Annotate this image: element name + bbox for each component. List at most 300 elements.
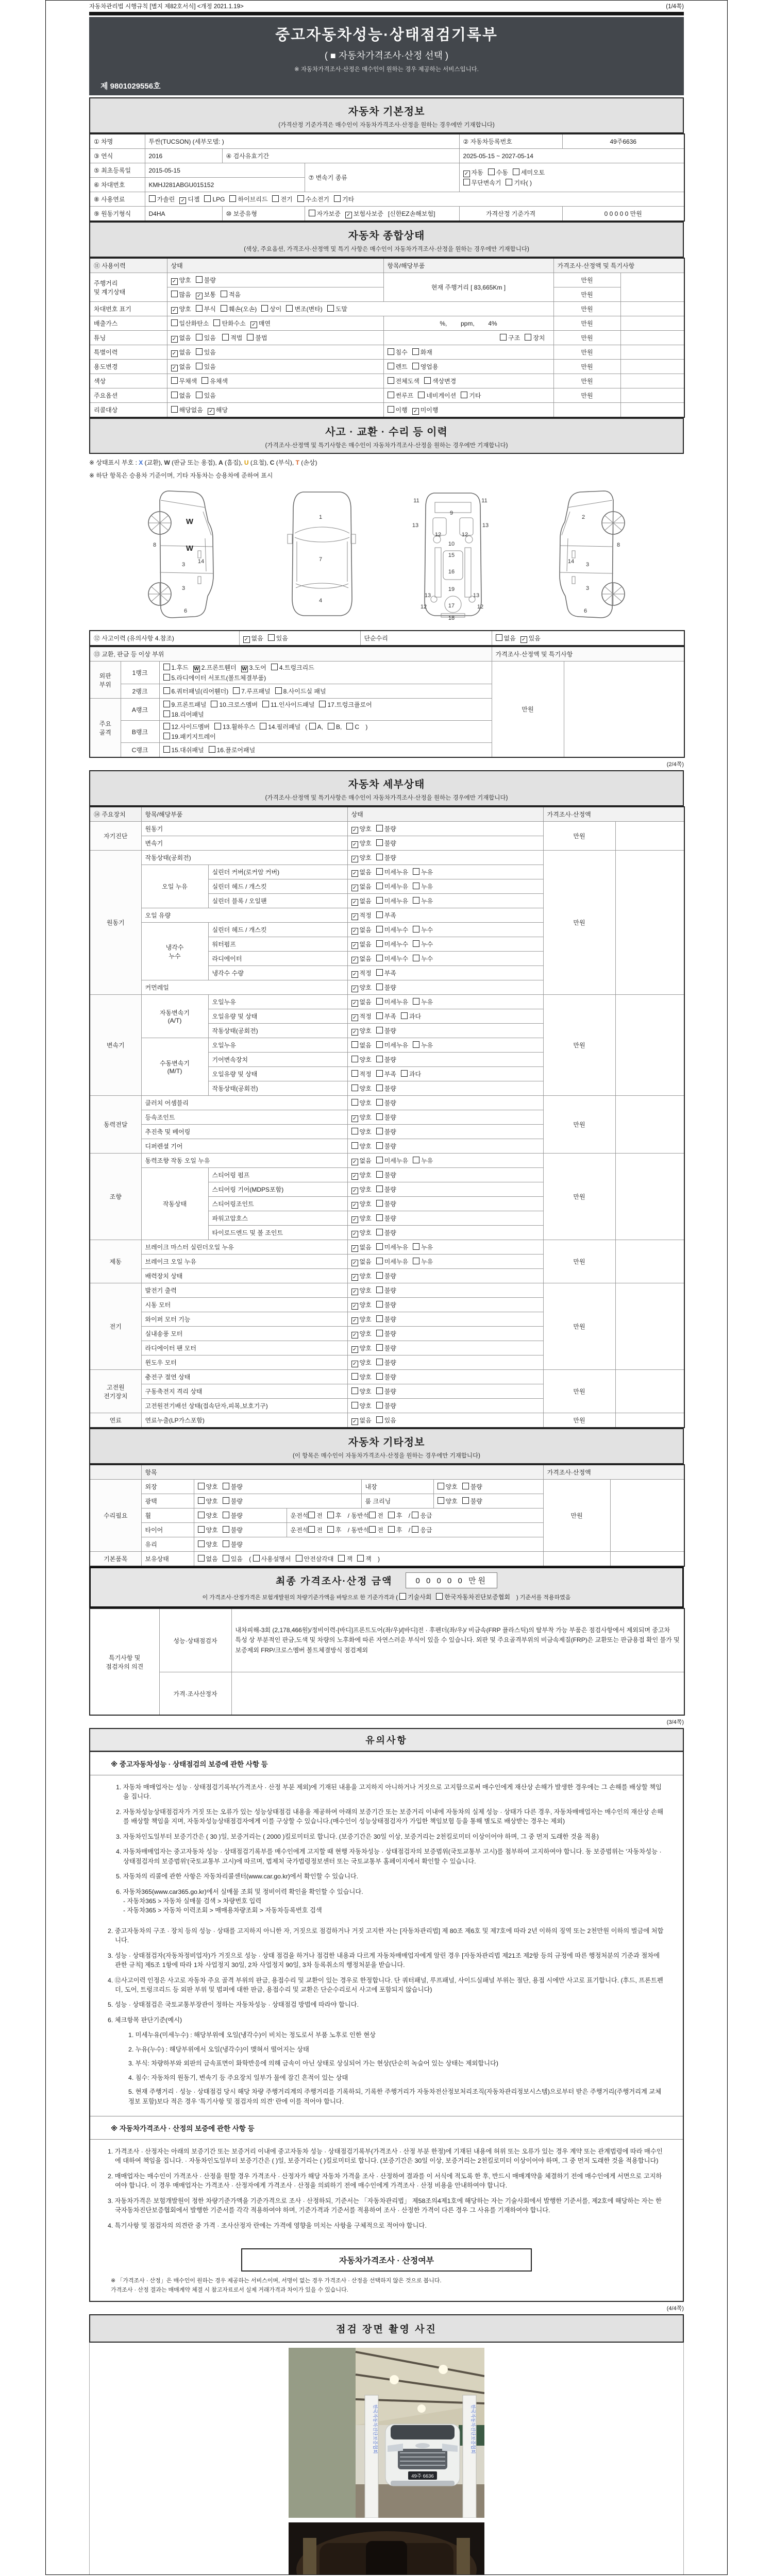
empty-box-icon	[376, 911, 383, 918]
checkbox-누유[interactable]	[413, 997, 433, 1006]
checkbox-전[interactable]	[369, 1526, 383, 1534]
checkbox-양호[interactable]	[438, 1482, 458, 1491]
checkbox-양호[interactable]	[171, 304, 191, 314]
checkbox-13.휠하우스[interactable]	[214, 722, 255, 731]
checkbox-양호[interactable]	[351, 824, 372, 834]
checkbox-누유[interactable]	[413, 1243, 433, 1251]
checkbox-있음[interactable]	[223, 1554, 243, 1563]
table-cell	[433, 1480, 543, 1494]
checked-box-icon: ✓	[351, 913, 358, 920]
abnormal-parts-label: ⑬ 교환, 판금 등 이상 부위	[90, 647, 492, 662]
checkbox-누유[interactable]	[413, 1257, 433, 1266]
empty-box-icon	[198, 1497, 205, 1504]
checkbox-없음[interactable]	[351, 1243, 372, 1252]
checkbox-없음[interactable]	[351, 1156, 372, 1165]
table-cell: 충전구 절연 상태	[141, 1370, 347, 1384]
checkbox-6.쿼터패널(리어휀더)[interactable]	[163, 687, 229, 696]
checkbox-3.도어[interactable]	[241, 663, 266, 672]
checkbox-기타( )[interactable]	[506, 178, 532, 187]
checkbox-매연[interactable]	[250, 319, 271, 328]
checkbox-16.플로어패널[interactable]	[209, 745, 256, 754]
checkbox-없음[interactable]	[171, 333, 191, 343]
checkbox-네비게이션[interactable]	[418, 391, 456, 400]
checkbox-세미오토[interactable]	[513, 168, 545, 177]
checkbox-LPG[interactable]	[204, 195, 225, 203]
checkbox-부족[interactable]	[376, 1012, 396, 1021]
table-cell	[347, 851, 543, 865]
checkbox-불량[interactable]	[376, 1055, 396, 1064]
checkbox-있음[interactable]	[268, 634, 288, 642]
checkbox-불량[interactable]	[376, 1401, 396, 1410]
table-cell	[347, 1182, 543, 1197]
checkbox-없음[interactable]	[171, 391, 191, 400]
checkbox-기타[interactable]	[334, 195, 354, 204]
checkbox-양호[interactable]	[351, 1199, 372, 1209]
label-base-price: 가격산정 기준가격	[459, 207, 562, 222]
checkbox-불량[interactable]	[376, 824, 396, 833]
checkbox-없음[interactable]	[351, 925, 372, 935]
checkbox-양호[interactable]	[351, 1315, 372, 1324]
checkbox-도말[interactable]	[327, 304, 347, 313]
checkbox-누유[interactable]	[413, 1156, 433, 1165]
checkbox-후[interactable]	[388, 1511, 402, 1520]
checkbox-많음[interactable]	[171, 290, 191, 299]
checkbox-C[interactable]	[346, 723, 359, 731]
checkbox-미세누수[interactable]	[376, 940, 408, 948]
table-cell: C랭크	[121, 743, 159, 758]
checkbox-영업용[interactable]	[412, 362, 439, 371]
checked-box-icon: ✓	[171, 278, 178, 285]
checkbox-양호[interactable]	[351, 1387, 372, 1396]
checkbox-미세누유[interactable]	[376, 896, 408, 905]
checkbox-양호[interactable]	[351, 1372, 372, 1381]
checkbox-불법[interactable]	[247, 333, 267, 342]
checkbox-전[interactable]	[308, 1511, 323, 1520]
checkbox-없음[interactable]	[171, 348, 191, 357]
checkbox-일산화탄소[interactable]	[171, 319, 209, 328]
checkbox-없음[interactable]	[351, 997, 372, 1007]
checked-box-icon: ✓	[345, 212, 352, 218]
checkbox-있음[interactable]	[196, 362, 216, 371]
checkbox-양호[interactable]	[351, 1026, 372, 1036]
car-bottom-view	[394, 485, 510, 625]
checkbox-유채색[interactable]	[201, 377, 228, 385]
checkbox-양호[interactable]	[351, 839, 372, 848]
checkbox-불량[interactable]	[223, 1482, 243, 1491]
checkbox-있음[interactable]	[196, 333, 216, 342]
checkbox-기타[interactable]	[461, 391, 481, 400]
checkbox-미세누수[interactable]	[376, 925, 408, 934]
table-cell	[159, 721, 492, 743]
checkbox-적법[interactable]	[222, 333, 242, 342]
checkbox-양호[interactable]	[351, 853, 372, 862]
table-cell: 오일 유량	[141, 908, 347, 923]
checkbox-5.라디에이터 서포트(볼트체결부품)[interactable]	[163, 673, 266, 682]
table-row	[90, 662, 684, 684]
table-cell: 가격조사·산정액	[543, 807, 684, 822]
table-row	[90, 149, 684, 163]
label-vin: ⑥ 차대번호	[90, 178, 145, 192]
diagram-mark-12: 12	[477, 604, 484, 610]
checkbox-불량[interactable]	[376, 1098, 396, 1107]
checkbox-label: 양호	[359, 1229, 372, 1236]
checkbox-화재[interactable]	[412, 348, 432, 357]
diagram-mark-18: 18	[448, 615, 455, 621]
checkbox-탄화수소[interactable]	[213, 319, 245, 328]
checkbox-양호[interactable]	[351, 1185, 372, 1194]
checkbox-없음[interactable]	[171, 362, 191, 371]
checkbox-양호[interactable]	[351, 1401, 372, 1410]
checkbox-7.루프패널[interactable]	[233, 687, 270, 696]
checkbox-미세누유[interactable]	[376, 882, 408, 891]
checkbox-불량[interactable]	[223, 1540, 243, 1549]
checkbox-양호[interactable]	[351, 1055, 372, 1064]
checkbox-자가보증[interactable]	[309, 209, 341, 218]
checkbox-가솔린[interactable]	[149, 195, 175, 204]
table-cell	[615, 995, 684, 1096]
price-survey-note: ※ 「가격조사 · 산정」은 매수인이 원하는 경우 제공하는 서비스이며, 서명이 없는 경우 가격조사 · 산정을 선택하지 않은 것으로 봅니다.	[111, 2278, 442, 2284]
checkbox-양호[interactable]	[351, 983, 372, 992]
checkbox-보험사보증[interactable]	[345, 209, 383, 218]
checkbox-불량[interactable]	[376, 1127, 396, 1136]
checkbox-사용설명서[interactable]	[253, 1554, 291, 1563]
simple-repair-label: 단순수리	[360, 631, 492, 646]
value-reg-no: 49주6636	[562, 134, 684, 149]
checkbox-미세누유[interactable]	[376, 1257, 408, 1266]
checkbox-label: 무단변속기	[471, 179, 501, 187]
empty-box-icon	[319, 701, 326, 707]
checkbox-장치[interactable]	[525, 333, 545, 342]
diagram-mark-16: 16	[448, 569, 455, 575]
checkbox-양호[interactable]	[351, 1142, 372, 1150]
table-cell	[347, 952, 543, 966]
checkbox-label: 불량	[384, 1143, 396, 1150]
table-cell	[167, 403, 383, 418]
checkbox-없음[interactable]	[351, 1041, 372, 1049]
checkbox-불량[interactable]	[376, 1171, 396, 1179]
checkbox-침수[interactable]	[388, 348, 408, 357]
table-cell	[347, 980, 543, 995]
notice-item: 2. 중고자동차의 구조 · 장치 등의 성능 · 상태를 고지하지 아니한 자, 거짓으로 점검하거나 거짓 고지한 자는 [자동차관리법] 제 80조 제6호 및 제7호에 따라 2년 이하의 징역 또는 2천만원 이하의 벌금에 처합니다.	[108, 1927, 664, 1944]
checkbox-후[interactable]	[388, 1526, 402, 1534]
checkbox-양호[interactable]	[198, 1511, 218, 1520]
checkbox-누유[interactable]	[413, 868, 433, 876]
checkbox-불량[interactable]	[462, 1482, 482, 1491]
checkbox-18.리어패널[interactable]	[163, 710, 204, 719]
checkbox-양호[interactable]	[351, 1171, 372, 1180]
checkbox-없음[interactable]	[351, 868, 372, 877]
checkbox-누수[interactable]	[413, 940, 433, 948]
checkbox-누수[interactable]	[413, 954, 433, 963]
checkbox-불량[interactable]	[376, 1185, 396, 1194]
checkbox-상이[interactable]	[261, 304, 281, 313]
checkbox-없음[interactable]	[351, 954, 372, 963]
checkbox-적정[interactable]	[351, 1012, 372, 1021]
checkbox-누유[interactable]	[413, 882, 433, 891]
checkbox-label: 불량	[384, 1272, 396, 1280]
checkbox-양호[interactable]	[198, 1526, 218, 1534]
checkbox-label: 7.루프패널	[241, 688, 271, 695]
checkbox-양호[interactable]	[351, 1300, 372, 1310]
checkbox-불량[interactable]	[376, 1199, 396, 1208]
checkbox-2.프론트휀더[interactable]	[193, 663, 237, 672]
checkbox-잭[interactable]	[357, 1554, 372, 1563]
checkbox-전체도색[interactable]	[388, 377, 419, 385]
checkbox-1.후드[interactable]	[163, 663, 189, 672]
checkbox-미세누유[interactable]	[376, 1041, 408, 1049]
checkbox-불량[interactable]	[376, 1142, 396, 1150]
checkbox-불량[interactable]	[376, 853, 396, 862]
value-inspection-period: 2025-05-15 ~ 2027-05-14	[459, 149, 684, 163]
checkbox-수동[interactable]	[488, 168, 508, 177]
checkbox-불량[interactable]	[376, 1286, 396, 1295]
empty-box-icon	[376, 940, 383, 947]
checkbox-불량[interactable]	[376, 1300, 396, 1309]
checkbox-불량[interactable]	[376, 1387, 396, 1396]
diagram-mark-3: 3	[585, 562, 590, 568]
checkbox-B,[interactable]	[328, 723, 342, 731]
checkbox-label: 누수	[421, 940, 433, 948]
checkbox-부식[interactable]	[196, 304, 216, 313]
empty-box-icon	[196, 392, 203, 398]
table-row	[90, 374, 684, 388]
checkbox-후[interactable]	[327, 1526, 342, 1534]
empty-box-icon	[196, 334, 203, 341]
checkbox-전[interactable]	[369, 1511, 383, 1520]
checkbox-양호[interactable]	[351, 1329, 372, 1338]
checkbox-부족[interactable]	[376, 911, 396, 920]
checkbox-잭[interactable]	[338, 1554, 352, 1563]
checkbox-17.트렁크플로어[interactable]	[319, 700, 372, 709]
checkbox-미이행[interactable]	[412, 405, 439, 415]
checkbox-양호[interactable]	[351, 1113, 372, 1122]
checkbox-적정[interactable]	[351, 911, 372, 920]
table-cell: 보유상태	[141, 1552, 194, 1567]
checked-box-icon: ✓	[208, 408, 214, 415]
checkbox-색상변경[interactable]	[424, 377, 456, 385]
empty-box-icon	[223, 1512, 229, 1518]
checkbox-양호[interactable]	[351, 1084, 372, 1093]
checkbox-없음[interactable]	[496, 634, 516, 642]
checkbox-없음[interactable]	[351, 896, 372, 906]
checkbox-없음[interactable]	[351, 940, 372, 949]
checkbox-불량[interactable]	[376, 1272, 396, 1280]
checkbox-불량[interactable]	[376, 1344, 396, 1352]
checkbox-적정[interactable]	[351, 969, 372, 978]
checkbox-썬루프[interactable]	[388, 391, 414, 400]
checkbox-미세누수[interactable]	[376, 954, 408, 963]
empty-box-icon	[413, 955, 419, 961]
state-symbol-desc: (요철),	[248, 459, 270, 466]
table-cell: 등속조인트	[141, 1110, 347, 1125]
table-cell: 항목	[141, 1465, 543, 1480]
checkbox-양호[interactable]	[198, 1482, 218, 1491]
checkbox-렌트[interactable]	[388, 362, 408, 371]
inspection-photo-front	[289, 2348, 484, 2518]
notice-sec2-heading: ※ 자동차가격조사 · 산정의 보증에 관한 사항 등	[90, 2116, 683, 2140]
notice-outer-items	[90, 1926, 683, 2116]
checkbox-해당[interactable]	[208, 405, 228, 415]
checkbox-누수[interactable]	[413, 925, 433, 934]
checkbox-불량[interactable]	[376, 1315, 396, 1324]
checkbox-8.사이드실 패널[interactable]	[275, 687, 326, 696]
checkbox-무단변속기[interactable]	[463, 178, 501, 187]
checkbox-불량[interactable]	[376, 1214, 396, 1223]
checkbox-양호[interactable]	[351, 1358, 372, 1367]
empty-box-icon	[376, 998, 383, 1005]
page-number-3: (3/4쪽)	[666, 1719, 684, 1725]
checkbox-있음[interactable]	[520, 634, 541, 643]
checkbox-양호[interactable]	[171, 276, 191, 285]
checkbox-불량[interactable]	[376, 983, 396, 992]
diagram-mark-13: 13	[412, 522, 419, 529]
checkbox-불량[interactable]	[376, 1372, 396, 1381]
checkbox-없음[interactable]	[351, 882, 372, 891]
table-cell	[347, 1110, 543, 1125]
checkbox-label: 불량	[384, 1359, 396, 1366]
checkbox-불량[interactable]	[223, 1526, 243, 1534]
checkbox-label: 불량	[384, 825, 396, 833]
checkbox-수소전기[interactable]	[297, 195, 329, 204]
checkbox-누유[interactable]	[413, 1041, 433, 1049]
checkbox-양호[interactable]	[351, 1344, 372, 1353]
checkbox-미세누유[interactable]	[376, 997, 408, 1006]
checkbox-양호[interactable]	[198, 1540, 218, 1549]
checkbox-4.트렁크리드[interactable]	[271, 663, 314, 672]
checkbox-불량[interactable]	[223, 1497, 243, 1505]
checkbox-양호[interactable]	[351, 1272, 372, 1281]
checked-box-icon: ✓	[351, 1332, 358, 1338]
checkbox-안전삼각대[interactable]	[296, 1554, 334, 1563]
checkbox-부족[interactable]	[376, 1070, 396, 1078]
checkbox-label: 8.사이드실 패널	[283, 688, 326, 695]
checkbox-해당없음[interactable]	[171, 405, 203, 414]
checkbox-불량[interactable]	[376, 1026, 396, 1035]
checkbox-적음[interactable]	[221, 290, 241, 299]
table-row	[90, 345, 684, 360]
checkbox-불량[interactable]	[376, 1329, 396, 1338]
checkbox-불량[interactable]	[376, 1228, 396, 1237]
checked-box-icon: ✓	[351, 885, 358, 891]
checkbox-있음[interactable]	[376, 1416, 396, 1425]
checkbox-한국자동차진단보증협회[interactable]	[436, 1592, 510, 1601]
checked-box-icon: ✓	[351, 899, 358, 906]
table-row	[90, 647, 684, 662]
table-cell	[347, 894, 543, 908]
checkbox-양호[interactable]	[351, 1286, 372, 1295]
checkbox-양호[interactable]	[351, 1127, 372, 1136]
checkbox-불량[interactable]	[376, 839, 396, 848]
checkbox-양호[interactable]	[438, 1497, 458, 1505]
checkbox-전기[interactable]	[272, 195, 292, 204]
label-warranty-type: ⑩ 보증유형	[222, 207, 305, 222]
checkbox-훼손(오손)[interactable]	[221, 304, 257, 313]
checkbox-변조(변타)[interactable]	[286, 304, 322, 313]
current-mileage: 현재 주행거리 [ 83,665Km ]	[383, 273, 553, 302]
group-brake: 제동	[90, 1240, 141, 1283]
checkbox-양호[interactable]	[351, 1228, 372, 1238]
checkbox-기술사회[interactable]	[399, 1592, 431, 1601]
checkbox-적정[interactable]	[351, 1070, 372, 1078]
checkbox-11.인사이드패널[interactable]	[262, 700, 314, 709]
checkbox-없음[interactable]	[198, 1554, 218, 1563]
empty-box-icon	[351, 1402, 358, 1409]
checkbox-label: 있음	[204, 334, 216, 342]
checkbox-디젤[interactable]	[179, 195, 199, 204]
empty-box-icon	[209, 746, 215, 753]
checkbox-label: 수동	[496, 169, 508, 176]
checkbox-A,[interactable]	[309, 723, 323, 731]
checkbox-양호[interactable]	[351, 1214, 372, 1223]
checkbox-없음[interactable]	[351, 1257, 372, 1266]
checkbox-있음[interactable]	[196, 391, 216, 400]
checkbox-label: 불량	[230, 1498, 243, 1505]
checkbox-과다[interactable]	[401, 1070, 421, 1078]
table-cell: 외장	[141, 1480, 194, 1494]
checkbox-미세누유[interactable]	[376, 868, 408, 876]
checkbox-19.패키지트레이[interactable]	[163, 732, 216, 741]
table-cell	[347, 1240, 543, 1255]
checkbox-불량[interactable]	[376, 1084, 396, 1093]
checkbox-label: 자동	[471, 169, 483, 176]
checkbox-label: 15.대쉬패널	[171, 747, 204, 754]
checkbox-9.프론트패널[interactable]	[163, 700, 207, 709]
checkbox-12.사이드멤버[interactable]	[163, 722, 210, 731]
table-cell: 오일누유	[208, 1038, 347, 1053]
checkbox-전[interactable]	[308, 1526, 323, 1534]
checkbox-구조[interactable]	[500, 333, 520, 342]
table-cell	[543, 1552, 610, 1567]
checkbox-불량[interactable]	[376, 1113, 396, 1122]
checkbox-후[interactable]	[327, 1511, 342, 1520]
other-info-table	[89, 1464, 684, 1567]
checkbox-불량[interactable]	[376, 1358, 396, 1367]
checkbox-과다[interactable]	[401, 1012, 421, 1021]
checkbox-10.크로스멤버[interactable]	[211, 700, 258, 709]
checkbox-누유[interactable]	[413, 896, 433, 905]
table-cell: 내장	[361, 1480, 433, 1494]
checkbox-불량[interactable]	[196, 276, 216, 284]
checkbox-없음[interactable]	[243, 634, 263, 643]
empty-box-icon	[500, 334, 507, 341]
checkbox-미세누유[interactable]	[376, 1156, 408, 1165]
checkbox-양호[interactable]	[198, 1497, 218, 1505]
checkbox-하이브리드[interactable]	[229, 195, 267, 204]
checkbox-label: 양호	[359, 1388, 372, 1395]
empty-box-icon	[351, 1373, 358, 1380]
checkbox-이행[interactable]	[388, 405, 408, 414]
empty-box-icon	[275, 687, 282, 694]
checkbox-자동[interactable]	[463, 168, 483, 177]
checkbox-보통[interactable]	[196, 290, 216, 299]
checkbox-label: 없음	[179, 392, 191, 399]
checkbox-미세누유[interactable]	[376, 1243, 408, 1251]
checkbox-불량[interactable]	[223, 1511, 243, 1520]
checkbox-15.대쉬패널[interactable]	[163, 745, 204, 754]
checkbox-14.필러패널[interactable]	[260, 722, 300, 731]
checkbox-부족[interactable]	[376, 969, 396, 977]
checkbox-없음[interactable]	[351, 1416, 372, 1425]
checkbox-불량[interactable]	[462, 1497, 482, 1505]
checkbox-무채색[interactable]	[171, 377, 197, 385]
checkbox-양호[interactable]	[351, 1098, 372, 1107]
checkbox-label: 불량	[470, 1498, 482, 1505]
checkbox-응급[interactable]	[412, 1511, 432, 1520]
checkbox-있음[interactable]	[196, 348, 216, 357]
notice-sec2-items	[90, 2140, 683, 2241]
checkbox-label: 양호	[206, 1541, 218, 1548]
checkbox-응급[interactable]	[412, 1526, 432, 1534]
